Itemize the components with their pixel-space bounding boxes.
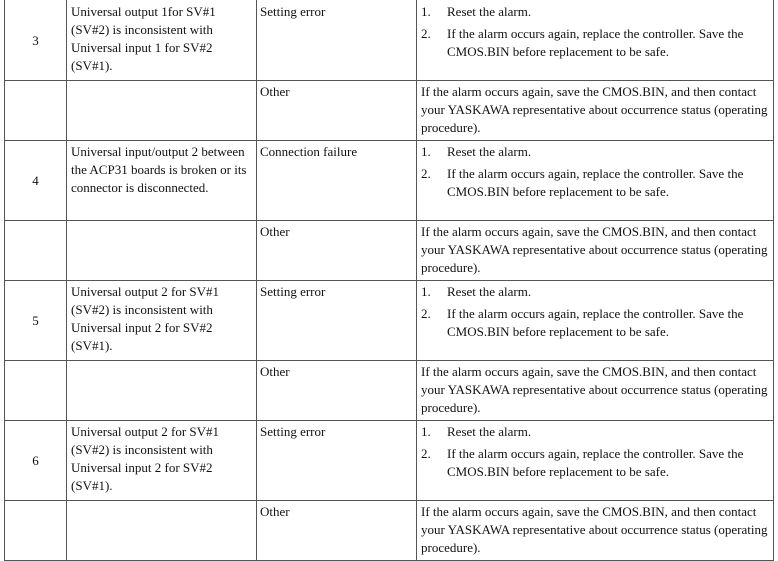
alarm-description-cell: Universal output 2 for SV#1 (SV#2) is inconsistent with Universal input 2 for SV#2 (SV#1). xyxy=(67,421,257,501)
alarm-number-cell: 4 xyxy=(5,141,67,221)
step-number: 1. xyxy=(421,424,431,439)
remedy-cell: If the alarm occurs again, save the CMOS.BIN, and then contact your YASKAWA representative about occurrence status (operating procedure). xyxy=(417,361,774,421)
step-number: 1. xyxy=(421,284,431,299)
cause-cell: Other xyxy=(257,501,417,561)
step-text: Reset the alarm. xyxy=(447,284,532,299)
empty-cell xyxy=(67,221,257,281)
cause-cell: Other xyxy=(257,81,417,141)
alarm-description-cell: Universal output 1for SV#1 (SV#2) is inconsistent with Universal input 1 for SV#2 (SV#1). xyxy=(67,1,257,81)
remedy-step xyxy=(421,305,769,341)
empty-cell xyxy=(67,81,257,141)
step-number: 2. xyxy=(421,166,431,181)
remedy-step xyxy=(421,25,769,61)
empty-cell xyxy=(5,221,67,281)
remedy-step xyxy=(421,423,769,441)
remedy-step xyxy=(421,143,769,161)
cause-cell: Setting error xyxy=(257,281,417,361)
table-row xyxy=(5,281,774,361)
remedy-steps xyxy=(421,423,769,481)
remedy-cell xyxy=(417,141,774,221)
step-text: If the alarm occurs again, replace the controller. Save the CMOS.BIN before replacement to be safe. xyxy=(447,26,744,59)
alarm-number-cell: 5 xyxy=(5,281,67,361)
cause-cell: Connection failure xyxy=(257,141,417,221)
remedy-cell: If the alarm occurs again, save the CMOS.BIN, and then contact your YASKAWA representative about occurrence status (operating procedure). xyxy=(417,501,774,561)
step-number: 1. xyxy=(421,4,431,19)
alarm-description-cell: Universal input/output 2 between the ACP31 boards is broken or its connector is disconnected. xyxy=(67,141,257,221)
table-row xyxy=(5,501,774,561)
table-row xyxy=(5,141,774,221)
cause-cell: Other xyxy=(257,221,417,281)
step-text: If the alarm occurs again, replace the controller. Save the CMOS.BIN before replacement to be safe. xyxy=(447,446,744,479)
table-row xyxy=(5,361,774,421)
remedy-steps xyxy=(421,143,769,201)
alarm-table-body xyxy=(5,1,774,561)
remedy-cell xyxy=(417,281,774,361)
empty-cell xyxy=(5,361,67,421)
cause-cell: Setting error xyxy=(257,1,417,81)
cause-cell: Other xyxy=(257,361,417,421)
alarm-description-cell: Universal output 2 for SV#1 (SV#2) is inconsistent with Universal input 2 for SV#2 (SV#1). xyxy=(67,281,257,361)
table-row xyxy=(5,1,774,81)
step-text: Reset the alarm. xyxy=(447,4,532,19)
step-number: 2. xyxy=(421,26,431,41)
step-number: 1. xyxy=(421,144,431,159)
remedy-step xyxy=(421,165,769,201)
table-row xyxy=(5,81,774,141)
step-number: 2. xyxy=(421,446,431,461)
step-text: If the alarm occurs again, replace the controller. Save the CMOS.BIN before replacement to be safe. xyxy=(447,166,744,199)
remedy-step xyxy=(421,3,769,21)
empty-cell xyxy=(5,81,67,141)
empty-cell xyxy=(67,501,257,561)
table-row xyxy=(5,421,774,501)
remedy-step xyxy=(421,445,769,481)
remedy-cell: If the alarm occurs again, save the CMOS.BIN, and then contact your YASKAWA representative about occurrence status (operating procedure). xyxy=(417,81,774,141)
remedy-cell xyxy=(417,421,774,501)
remedy-steps xyxy=(421,283,769,341)
remedy-cell: If the alarm occurs again, save the CMOS.BIN, and then contact your YASKAWA representative about occurrence status (operating procedure). xyxy=(417,221,774,281)
step-text: Reset the alarm. xyxy=(447,144,532,159)
empty-cell xyxy=(5,501,67,561)
remedy-step xyxy=(421,283,769,301)
cause-cell: Setting error xyxy=(257,421,417,501)
table-row xyxy=(5,221,774,281)
remedy-cell xyxy=(417,1,774,81)
remedy-steps xyxy=(421,3,769,61)
step-number: 2. xyxy=(421,306,431,321)
empty-cell xyxy=(67,361,257,421)
alarm-number-cell: 6 xyxy=(5,421,67,501)
alarm-remedy-table xyxy=(4,0,774,561)
alarm-number-cell: 3 xyxy=(5,1,67,81)
step-text: Reset the alarm. xyxy=(447,424,532,439)
step-text: If the alarm occurs again, replace the controller. Save the CMOS.BIN before replacement to be safe. xyxy=(447,306,744,339)
